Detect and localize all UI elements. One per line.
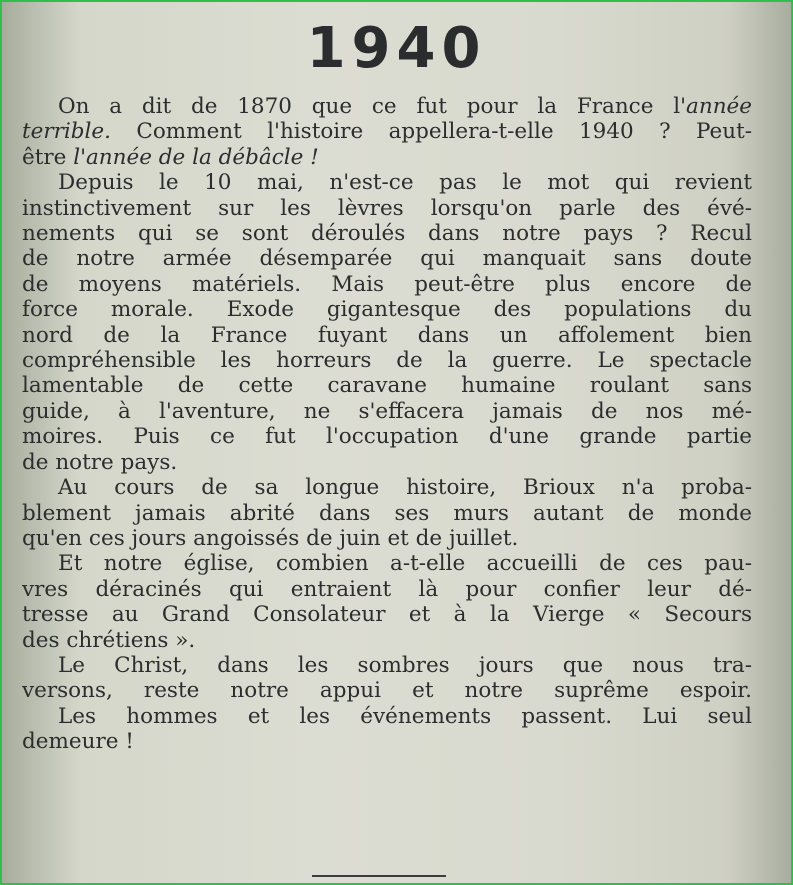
text-line: guide, à l'aventure, ne s'effacera jamais de nos mé-: [22, 398, 752, 424]
text-line: Le Christ, dans les sombres jours que nous tra-: [58, 652, 752, 678]
text-line: Au cours de sa longue histoire, Brioux n'a proba-: [58, 475, 752, 501]
article-body: [22, 94, 752, 755]
text-line: force morale. Exode gigantesque des populations du: [22, 297, 752, 323]
text-line: instinctivement sur les lèvres lorsqu'on parle des évé-: [22, 195, 752, 221]
text-line: être l'année de la débâcle !: [22, 144, 319, 170]
text-line: nord de la France fuyant dans un affolement bien: [22, 322, 752, 348]
text-line: qu'en ces jours angoissés de juin et de juillet.: [22, 525, 519, 551]
text-line: On a dit de 1870 que ce fut pour la France l'année: [58, 94, 752, 119]
text-line: de moyens matériels. Mais peut-être plus encore de: [22, 271, 752, 297]
text-line: Depuis le 10 mai, n'est-ce pas le mot qui revient: [58, 170, 752, 196]
page-title: 1940: [306, 16, 487, 81]
text-line: lamentable de cette caravane humaine roulant sans: [22, 373, 752, 399]
text-line: Les hommes et les événements passent. Lui seul: [58, 703, 752, 729]
text-line: de notre pays.: [22, 449, 178, 475]
text-line: de notre armée désemparée qui manquait sans doute: [22, 246, 752, 272]
text-line: blement jamais abrité dans ses murs autant de monde: [22, 500, 752, 526]
text-line: Et notre église, combien a-t-elle accueilli de ces pau-: [58, 551, 752, 577]
closing-rule: [312, 875, 446, 877]
text-line: versons, reste notre appui et notre suprême espoir.: [22, 678, 752, 704]
text-line: terrible. Comment l'histoire appellera-t-elle 1940 ? Peut-: [22, 119, 752, 145]
text-line: tresse au Grand Consolateur et à la Vierge « Secours: [22, 602, 752, 628]
text-line: demeure !: [22, 729, 134, 755]
text-line: compréhensible les horreurs de la guerre. Le spectacle: [22, 348, 752, 374]
text-line: vres déracinés qui entraient là pour confier leur dé-: [22, 576, 752, 602]
text-line: des chrétiens ».: [22, 627, 196, 653]
text-line: nements qui se sont déroulés dans notre pays ? Recul: [22, 221, 752, 247]
text-line: moires. Puis ce fut l'occupation d'une grande partie: [22, 424, 752, 450]
